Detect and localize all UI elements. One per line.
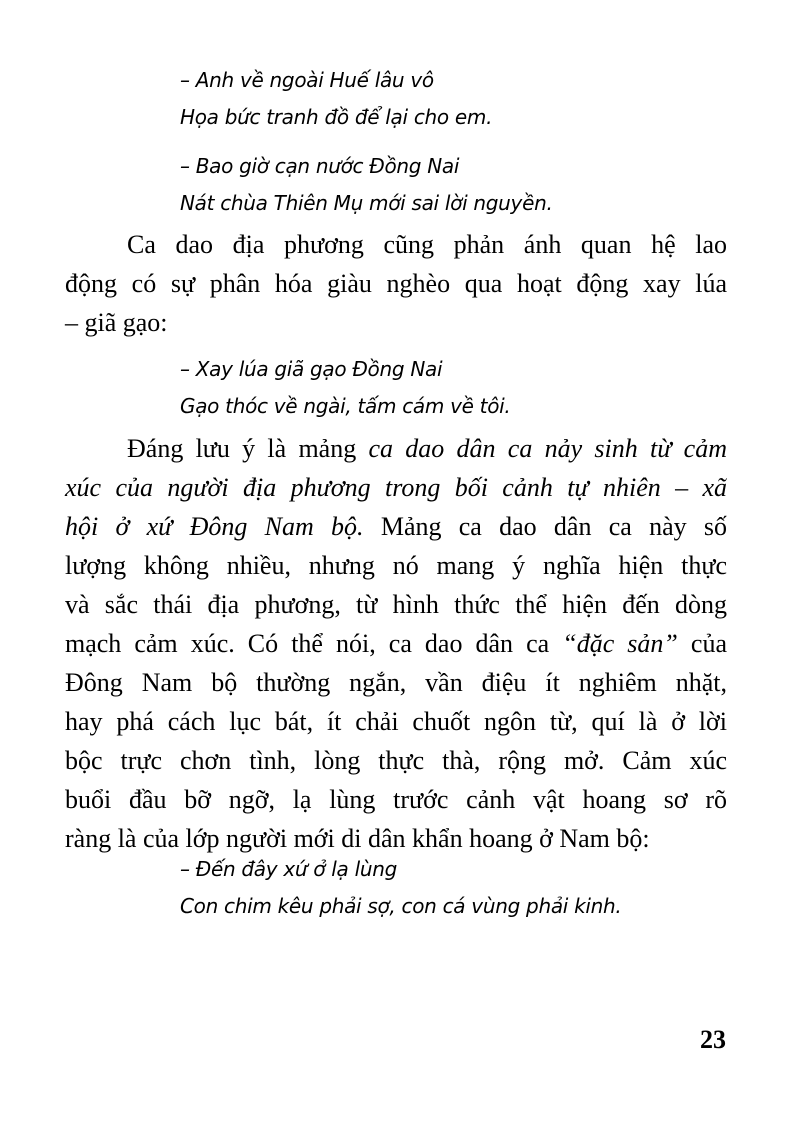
paragraph-2 xyxy=(65,429,727,858)
text-run: của xyxy=(677,629,728,658)
paragraph-line: xúc của người địa phương trong bối cảnh tự nhiên – xã xyxy=(65,473,727,502)
verse-block-4 xyxy=(180,851,621,925)
paragraph-line: hay phá cách lục bát, ít chải chuốt ngôn từ, quí là ở lời xyxy=(65,707,727,736)
paragraph-1 xyxy=(65,225,727,342)
paragraph-line: – giã gạo: xyxy=(65,308,168,337)
verse-line: Họa bức tranh đồ để lại cho em. xyxy=(180,105,493,129)
verse-line: Con chim kêu phải sợ, con cá vùng phải kinh. xyxy=(180,894,622,918)
paragraph-line xyxy=(65,429,727,468)
paragraph-line xyxy=(65,624,727,663)
verse-line: Nát chùa Thiên Mụ mới sai lời nguyền. xyxy=(180,191,553,215)
verse-block-2 xyxy=(180,148,553,222)
paragraph-line: lượng không nhiều, nhưng nó mang ý nghĩa hiện thực xyxy=(65,551,727,580)
verse-line: Gạo thóc về ngài, tấm cám về tôi. xyxy=(180,394,511,418)
text-run: Đáng lưu ý là mảng xyxy=(127,434,369,463)
paragraph-line: ràng là của lớp người mới di dân khẩn hoang ở Nam bộ: xyxy=(65,824,650,853)
verse-line: – Bao giờ cạn nước Đồng Nai xyxy=(180,154,460,178)
verse-line: – Anh về ngoài Huế lâu vô xyxy=(180,68,434,92)
paragraph-line: và sắc thái địa phương, từ hình thức thể hiện đến dòng xyxy=(65,590,727,619)
text-run: mạch cảm xúc. Có thể nói, ca dao dân ca xyxy=(65,629,563,658)
paragraph-line xyxy=(65,507,727,546)
verse-line: – Đến đây xứ ở lạ lùng xyxy=(180,857,397,881)
paragraph-line: Đông Nam bộ thường ngắn, vần điệu ít nghiêm nhặt, xyxy=(65,668,727,697)
paragraph-line: động có sự phân hóa giàu nghèo qua hoạt động xay lúa xyxy=(65,269,727,298)
text-run: Mảng ca dao dân ca này số xyxy=(363,512,727,541)
verse-block-3 xyxy=(180,351,510,425)
paragraph-line: Ca dao địa phương cũng phản ánh quan hệ lao xyxy=(127,230,727,259)
verse-block-1 xyxy=(180,62,492,136)
paragraph-line: buổi đầu bỡ ngỡ, lạ lùng trước cảnh vật hoang sơ rõ xyxy=(65,785,727,814)
verse-line: – Xay lúa giã gạo Đồng Nai xyxy=(180,357,443,381)
page-number: 23 xyxy=(700,1025,726,1054)
emphasis-run: hội ở xứ Đông Nam bộ. xyxy=(65,512,364,541)
emphasis-run: “đặc sản” xyxy=(562,629,678,658)
emphasis-run: ca dao dân ca nảy sinh từ cảm xyxy=(368,434,727,463)
paragraph-line: bộc trực chơn tình, lòng thực thà, rộng mở. Cảm xúc xyxy=(65,746,727,775)
